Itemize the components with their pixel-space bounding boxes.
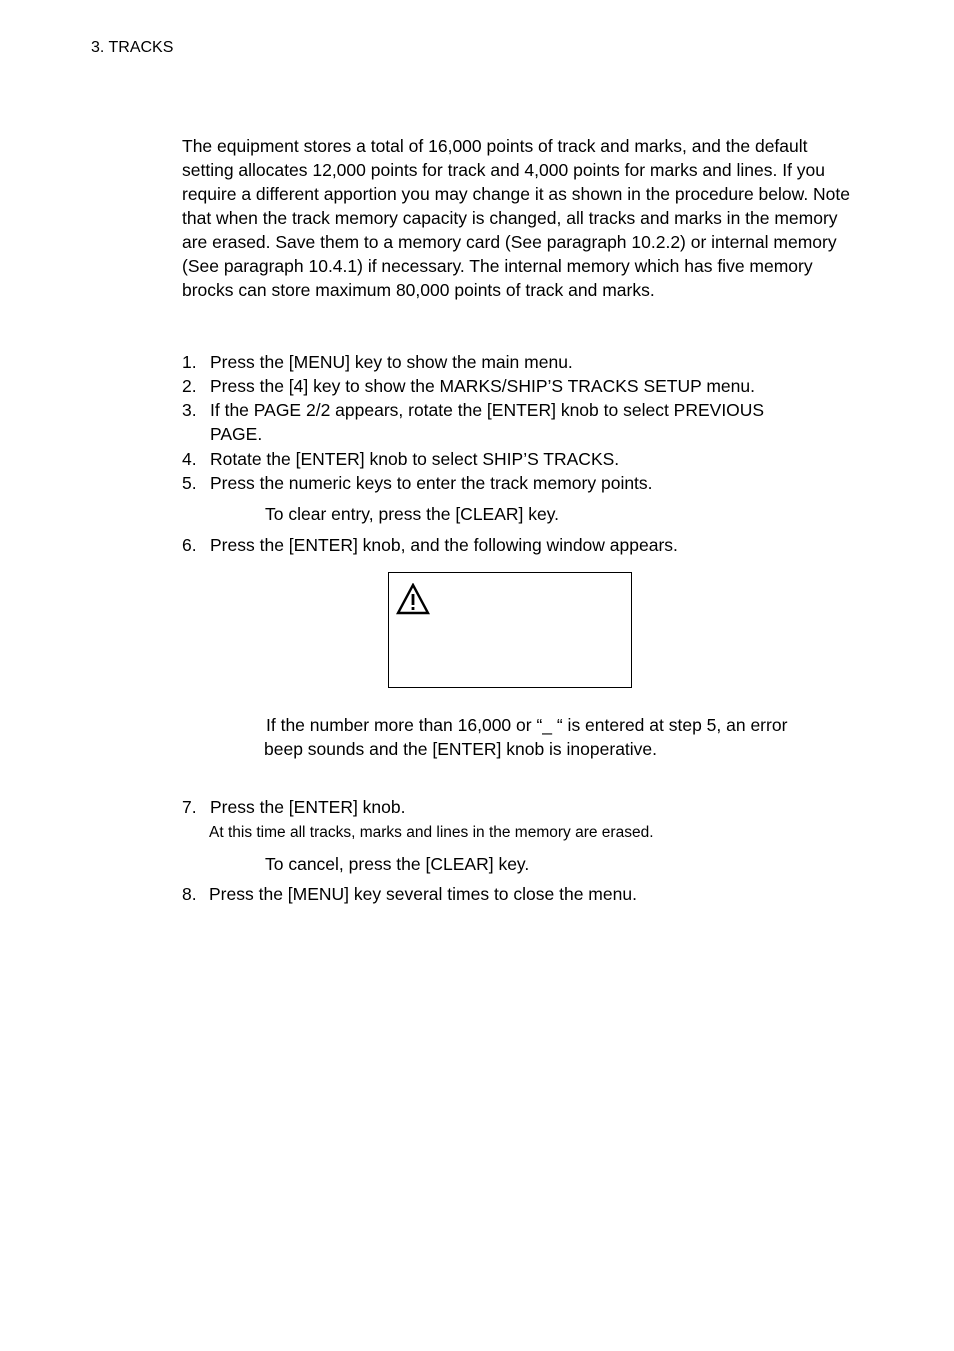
error-note-line-1: If the number more than 16,000 or “_ “ is entered at step 5, an error <box>266 715 788 735</box>
clear-entry-note: To clear entry, press the [CLEAR] key. <box>265 504 560 524</box>
cancel-note: To cancel, press the [CLEAR] key. <box>265 854 530 874</box>
section-header: 3. TRACKS <box>91 39 174 56</box>
warning-window <box>388 572 632 688</box>
step-text: If the PAGE 2/2 appears, rotate the [ENTER] knob to select PREVIOUS PAGE. <box>210 400 765 444</box>
step-text: Press the numeric keys to enter the track memory points. <box>210 473 653 493</box>
step-number: 6. <box>182 535 197 555</box>
step-text: Rotate the [ENTER] knob to select SHIP’S TRACKS. <box>210 449 620 469</box>
step-number: 2. <box>182 376 197 396</box>
step-number: 5. <box>182 473 197 493</box>
step-number: 1. <box>182 352 197 372</box>
step-text: Press the [4] key to show the MARKS/SHIP’S TRACKS SETUP menu. <box>210 376 755 396</box>
step-number: 3. <box>182 400 197 420</box>
step-text: Press the [MENU] key to show the main menu. <box>210 352 573 372</box>
step-number: 7. <box>182 797 197 817</box>
step-number: 4. <box>182 449 197 469</box>
warning-triangle-icon <box>396 583 430 615</box>
step-text: Press the [ENTER] knob, and the following window appears. <box>210 535 678 555</box>
error-note <box>264 713 844 761</box>
step-text: Press the [MENU] key several times to close the menu. <box>209 884 637 904</box>
erased-note: At this time all tracks, marks and lines in the memory are erased. <box>209 824 654 841</box>
step-text: Press the [ENTER] knob. <box>210 797 406 817</box>
step-number: 8. <box>182 884 197 904</box>
intro-paragraph: The equipment stores a total of 16,000 points of track and marks, and the default setting allocates 12,000 points for track and 4,000 points for marks and lines. If you require a different apportion you may change it as shown in the procedure below. Note that when the track memory capacity is changed, all tracks and marks in the memory are erased. Save them to a memory card (See paragraph 10.2.2) or internal memory (See paragraph 10.4.1) if necessary. The internal memory which has five memory brocks can store maximum 80,000 points of track and marks. <box>182 136 851 300</box>
error-note-line-2: beep sounds and the [ENTER] knob is inoperative. <box>264 739 658 759</box>
